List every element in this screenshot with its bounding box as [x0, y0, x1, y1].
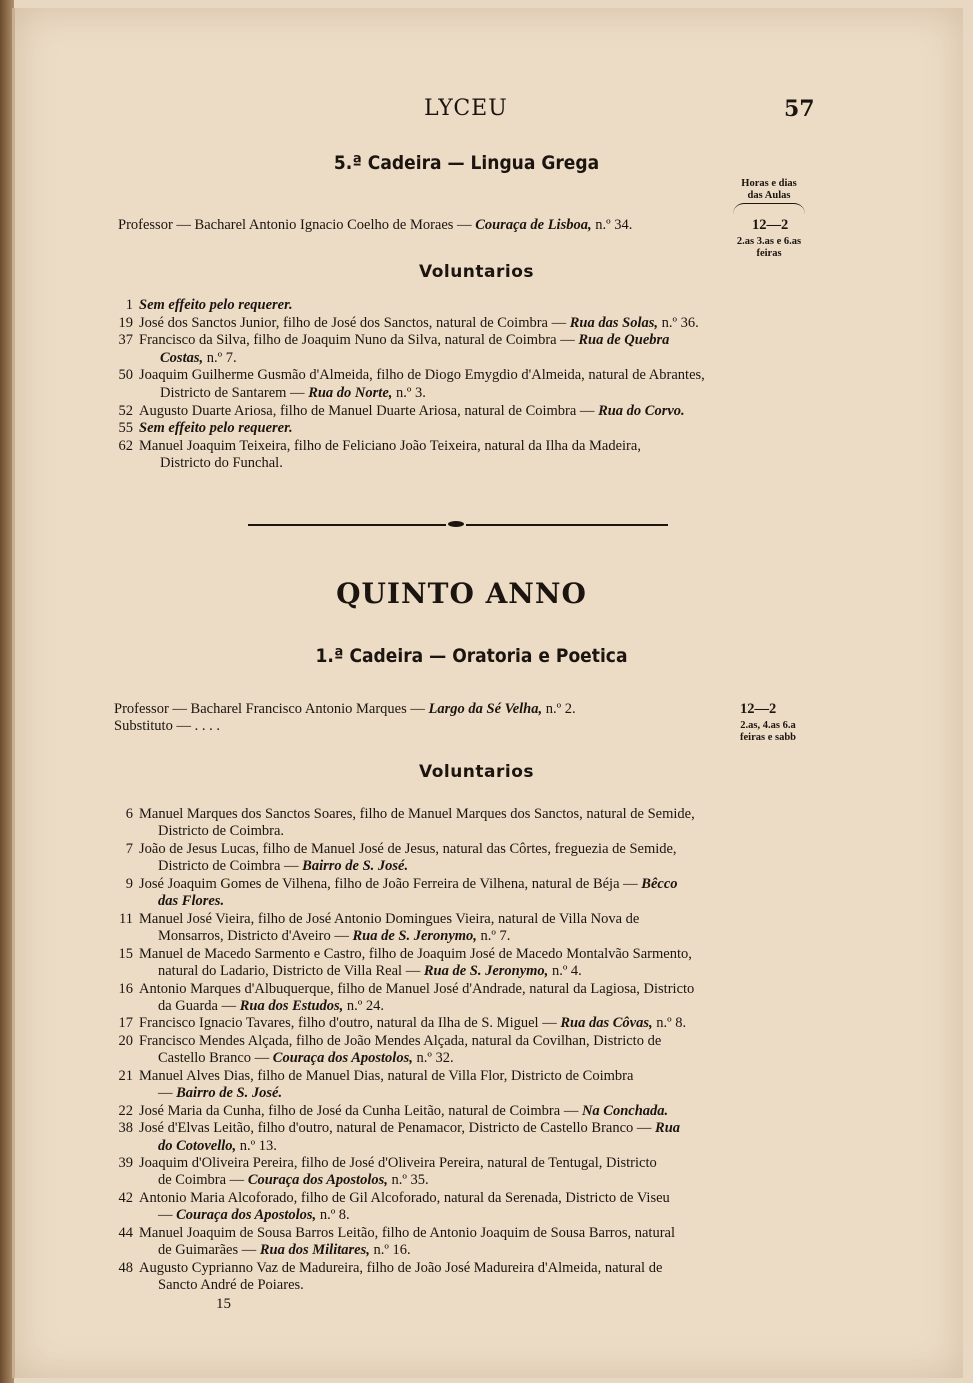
entry-address: das Flores. [158, 893, 225, 910]
entry-text: Augusto Duarte Ariosa, filho de Manuel Duarte Ariosa, natural de Coimbra — [139, 402, 599, 419]
entry-address: Bairro de S. José. [176, 1085, 283, 1102]
entry-text: Francisco da Silva, filho de Joaquim Nuno da Silva, natural de Coimbra — [139, 332, 579, 349]
hours-brace [733, 203, 805, 214]
professor-line-oratoria [114, 701, 576, 718]
page-number: 57 [784, 96, 815, 122]
entry-text: Francisco Mendes Alçada, filho de João Mendes Alçada, natural da Covilhan, Districto de [139, 1032, 662, 1049]
entry-address: Rua de S. Jeronymo, [423, 963, 549, 980]
entry-number: 48 [118, 1259, 133, 1276]
entry-address: Rua dos Estudos, [239, 997, 344, 1014]
entry-number: 52 [118, 402, 133, 419]
entry-line [111, 315, 699, 332]
entry-number: 38 [118, 1120, 133, 1137]
entry-text: José Joaquim Gomes de Vilhena, filho de João Ferreira de Vilhena, natural de Béja — [139, 875, 642, 892]
entry-line [111, 946, 692, 963]
entry-line [111, 1068, 633, 1085]
entry-text: Monsarros, Districto d'Aveiro — [158, 928, 353, 945]
entry-text: José Maria da Cunha, filho de José da Cunha Leitão, natural de Coimbra — [139, 1102, 582, 1119]
entry-number: 11 [119, 910, 133, 927]
entry-text: Francisco Ignacio Tavares, filho d'outro, natural da Ilha de S. Miguel — [139, 1015, 561, 1032]
entry-line [158, 823, 284, 840]
entry-text: Manuel Alves Dias, filho de Manuel Dias, natural de Villa Flor, Districto de Coimbra [139, 1067, 634, 1084]
entry-line [160, 455, 283, 472]
entry-line [111, 367, 705, 384]
entry-line [158, 1138, 277, 1155]
days-line: 2.as, 4.as 6.a [740, 720, 796, 731]
running-head [0, 96, 973, 126]
entry-text: Districto de Coimbra — [158, 858, 303, 875]
signature-mark: 15 [216, 1296, 231, 1312]
professor-line-grega [118, 217, 632, 234]
entry-text: n.º 8. [316, 1207, 350, 1224]
entry-address: Rua dos Militares, [259, 1242, 370, 1259]
section-divider [248, 523, 668, 526]
entry-line [111, 1103, 668, 1120]
entry-line [158, 858, 408, 875]
entry-text: de Guimarães — [158, 1242, 260, 1259]
entry-number: 15 [118, 945, 133, 962]
running-title: LYCEU [424, 96, 508, 121]
entry-text: Joaquim Guilherme Gusmão d'Almeida, filho de Diogo Emygdio d'Almeida, natural de Abrantes, [139, 367, 705, 384]
entry-text: Augusto Cyprianno Vaz de Madureira, filho de João José Madureira d'Almeida, natural de [139, 1259, 663, 1276]
days-value [722, 720, 814, 744]
hours-header-line: das Aulas [747, 190, 791, 201]
entry-text: n.º 36. [658, 314, 699, 331]
entry-number: 16 [118, 980, 133, 997]
entry-address: Bairro de S. José. [302, 858, 409, 875]
hours-header-line: Horas e dias [741, 178, 797, 189]
entry-text: n.º 4. [548, 963, 582, 980]
entry-line [158, 1242, 411, 1259]
entry-text: natural do Ladario, Districto de Villa Real — [158, 963, 424, 980]
entry-text: n.º 35. [387, 1172, 429, 1189]
entry-address: Rua de S. Jeronymo, [352, 928, 477, 945]
entry-text: da Guarda — [158, 997, 240, 1014]
entry-line [111, 1190, 670, 1207]
entry-text: n.º 7. [203, 349, 237, 366]
entry-address: Rua do Corvo. [598, 402, 685, 419]
entry-number: 55 [118, 420, 133, 437]
entry-line [158, 1085, 282, 1102]
entry-number: 62 [118, 437, 133, 454]
entry-number: 7 [125, 840, 133, 857]
entry-number: 9 [125, 875, 133, 892]
entry-address: Sem effeito pelo requerer. [139, 297, 293, 313]
voluntarios-title: Voluntarios [418, 762, 535, 782]
entry-address: Bêcco [641, 875, 678, 892]
professor-address: Largo da Sé Velha, [428, 701, 543, 717]
entry-text: Sancto André de Poiares. [158, 1277, 304, 1294]
days-line: 2.as 3.as e 6.as [736, 236, 802, 247]
entry-number: 20 [118, 1032, 133, 1049]
entry-line [111, 841, 677, 858]
entry-line [111, 806, 695, 823]
entry-line [160, 385, 426, 402]
entry-number: 44 [118, 1224, 133, 1241]
entry-text: José d'Elvas Leitão, filho d'outro, natural de Penamacor, Districto de Castello Branco — [139, 1120, 656, 1137]
entry-number: 21 [118, 1067, 133, 1084]
entry-address: Rua do Norte, [308, 385, 393, 401]
entry-text: de Coimbra — [158, 1172, 248, 1189]
entry-text: n.º 32. [412, 1050, 454, 1067]
professor-number: n.º 2. [542, 701, 576, 717]
hours-header [732, 178, 806, 202]
entry-text: Districto de Santarem — [160, 385, 309, 401]
entry-line [111, 1033, 661, 1050]
entry-text: José dos Sanctos Junior, filho de José dos Sanctos, natural de Coimbra — [139, 314, 570, 331]
entry-text: Manuel José Vieira, filho de José Antonio Domingues Vieira, natural de Villa Nova de [139, 910, 640, 927]
voluntarios-title: Voluntarios [418, 262, 535, 282]
entry-text: Manuel Joaquim de Sousa Barros Leitão, filho de Antonio Joaquim de Sousa Barros, natural [139, 1224, 676, 1241]
entry-line [111, 981, 694, 998]
entry-number: 22 [118, 1102, 133, 1119]
entry-text: Manuel Joaquim Teixeira, filho de Feliciano João Teixeira, natural da Ilha da Madeira, [139, 437, 641, 454]
entry-line [111, 403, 685, 420]
hours-value: 12—2 [740, 701, 777, 717]
entry-number: 42 [118, 1189, 133, 1206]
page-sheet [12, 8, 963, 1378]
entry-text: Antonio Maria Alcoforado, filho de Gil Alcoforado, natural da Serenada, Districto de Viseu [139, 1189, 670, 1206]
entry-address: Rua das Côvas, [560, 1015, 653, 1032]
entry-line [111, 1155, 657, 1172]
entry-address: Couraça dos Apostolos, [247, 1172, 388, 1189]
cadeira-title-grega: 5.ª Cadeira — Lingua Grega [333, 152, 600, 174]
entry-text: — [158, 1207, 177, 1224]
entry-text: Manuel Marques dos Sanctos Soares, filho de Manuel Marques dos Sanctos, natural de Semide, [139, 806, 695, 822]
substituto-line: Substituto — . . . . [114, 718, 220, 734]
entry-line [158, 1207, 350, 1224]
entry-number: 1 [125, 297, 133, 313]
entry-line [158, 1277, 304, 1294]
anno-title: QUINTO ANNO [336, 577, 587, 610]
entry-address: Rua de Quebra [578, 332, 670, 349]
entry-line [111, 1260, 662, 1277]
entry-line [111, 1015, 686, 1032]
entry-number: 17 [118, 1015, 133, 1032]
entry-number: 6 [125, 806, 133, 822]
entry-text: n.º 13. [236, 1137, 277, 1154]
entry-text: n.º 16. [369, 1242, 411, 1259]
entry-address: Couraça dos Apostolos, [176, 1207, 317, 1224]
entry-text: João de Jesus Lucas, filho de Manuel José de Jesus, natural das Côrtes, freguezia de Semide, [139, 840, 677, 857]
entry-text: Districto do Funchal. [160, 455, 283, 472]
days-line: feiras e sabb [740, 732, 796, 743]
entry-text: n.º 8. [652, 1015, 687, 1032]
entry-text: Castello Branco — [158, 1050, 273, 1067]
entry-address: Costas, [160, 349, 204, 366]
professor-text: Professor — Bacharel Antonio Ignacio Coelho de Moraes — [118, 217, 476, 233]
entry-text: Antonio Marques d'Albuquerque, filho de Manuel José d'Andrade, natural da Lagiosa, Districto [139, 980, 695, 997]
entry-line [158, 928, 510, 945]
entry-text: Joaquim d'Oliveira Pereira, filho de José d'Oliveira Pereira, natural de Tentugal, Districto [139, 1155, 657, 1171]
entry-line [158, 998, 384, 1015]
entry-number: 39 [118, 1155, 133, 1171]
entry-line [158, 963, 582, 980]
entry-line [111, 420, 293, 437]
entry-number: 50 [118, 367, 133, 384]
entry-address: Sem effeito pelo requerer. [139, 420, 293, 437]
cadeira-title-oratoria: 1.ª Cadeira — Oratoria e Poetica [315, 645, 628, 667]
entry-line [111, 1225, 675, 1242]
days-value [728, 236, 810, 260]
entry-address: Rua [655, 1120, 681, 1137]
entry-number: 37 [118, 332, 133, 349]
entry-text: n.º 24. [343, 997, 385, 1014]
entry-text: n.º 3. [392, 385, 426, 401]
professor-address: Couraça de Lisboa, [475, 217, 592, 233]
entry-line [158, 1050, 454, 1067]
entry-line [111, 1120, 680, 1137]
entry-number: 19 [118, 314, 133, 331]
entry-text: n.º 7. [476, 928, 511, 945]
entry-line [111, 876, 678, 893]
entry-address: Rua das Solas, [569, 314, 658, 331]
professor-text: Professor — Bacharel Francisco Antonio Marques — [114, 701, 429, 717]
entry-line [160, 350, 237, 367]
entry-line [111, 332, 669, 349]
entry-line [111, 911, 639, 928]
entry-line [158, 1172, 429, 1189]
entry-line [111, 438, 641, 455]
entry-address: Couraça dos Apostolos, [272, 1050, 413, 1067]
entry-line [111, 297, 293, 314]
entry-text: Manuel de Macedo Sarmento e Castro, filho de Joaquim José de Macedo Montalvão Sarmento, [139, 945, 692, 962]
days-line: feiras [756, 248, 782, 259]
entry-text: Districto de Coimbra. [158, 823, 285, 840]
entry-address: do Cotovello, [158, 1137, 237, 1154]
entry-line [158, 893, 224, 910]
entry-address: Na Conchada. [581, 1102, 669, 1119]
professor-number: n.º 34. [591, 217, 633, 233]
hours-value: 12—2 [752, 217, 789, 233]
entry-text: — [158, 1085, 177, 1102]
